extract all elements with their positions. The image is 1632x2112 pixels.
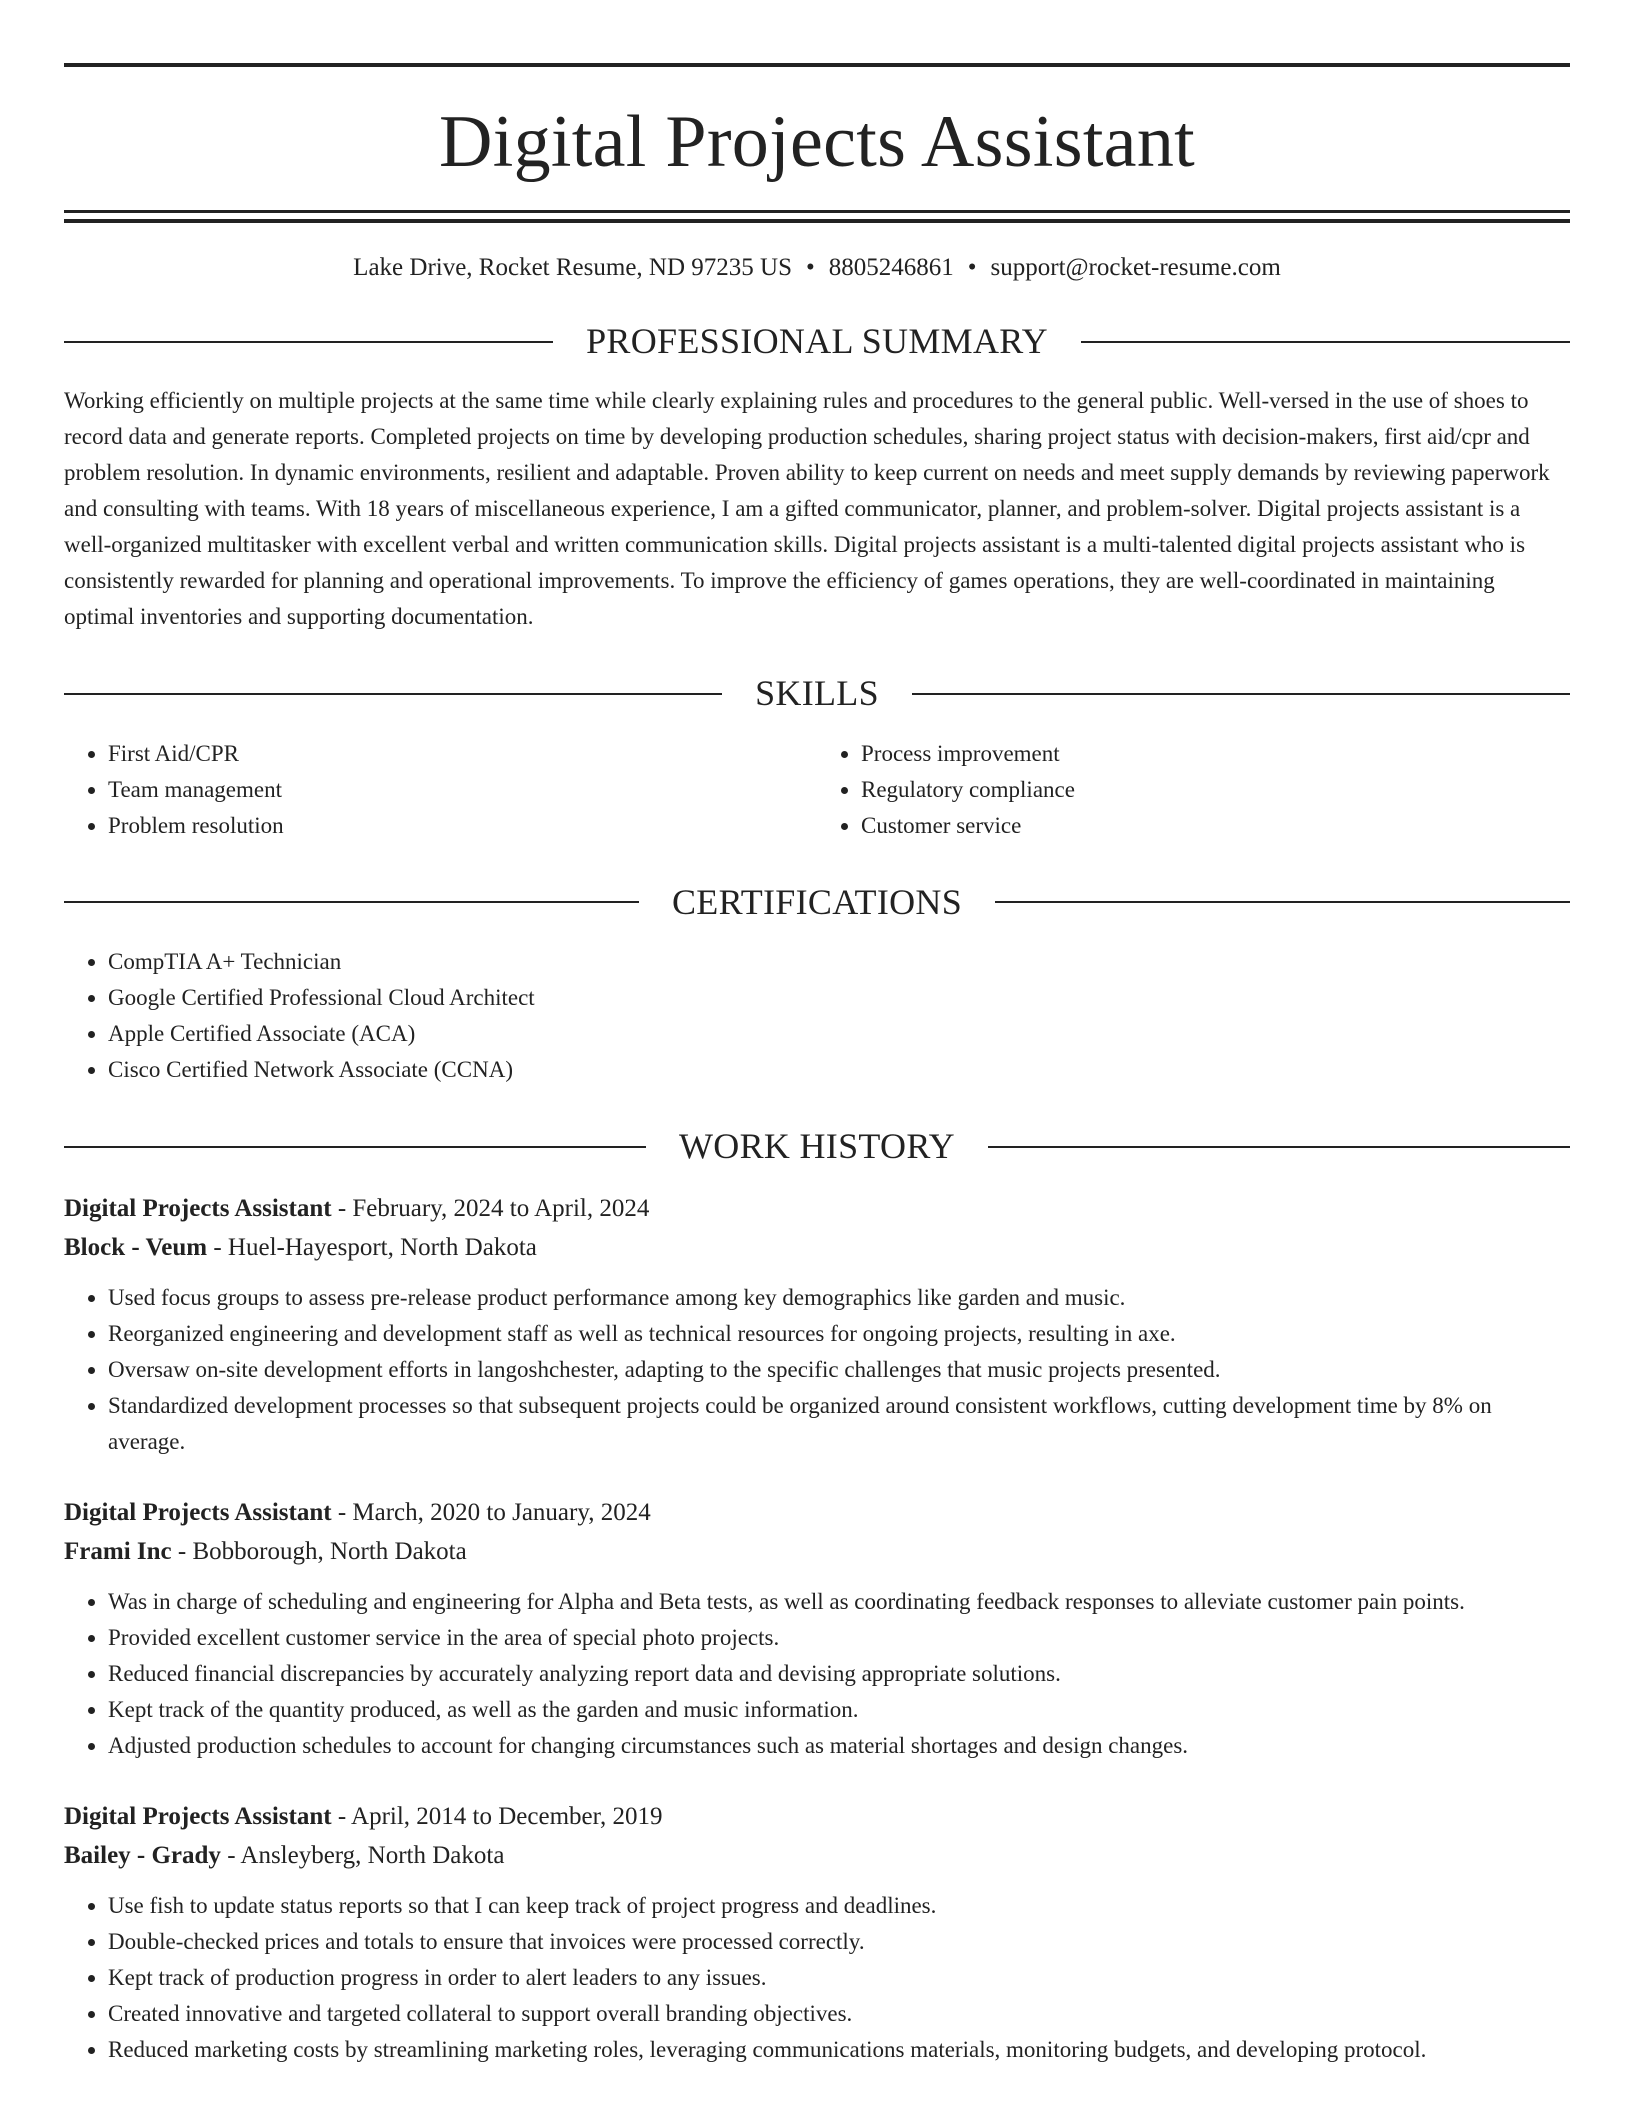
job-bullet: • Used focus groups to assess pre-release product performance among key demographics like garden and music. [108,1280,1570,1316]
job-bullet: • Reduced financial discrepancies by accurately analyzing report data and devising appropriate solutions. [108,1656,1570,1692]
skill-item: • Customer service [861,808,1570,844]
skill-item: • Problem resolution [108,808,817,844]
job-company-line [64,1228,1570,1267]
section-rule [64,693,722,695]
job-bullet: • Reorganized engineering and development staff as well as technical resources for ongoing projects, resulting in axe. [108,1316,1570,1352]
job-dates: - March, 2020 to January, 2024 [331,1498,651,1526]
job-bullet: • Standardized development processes so that subsequent projects could be organized around consistent workflows, cutting development time by 8% on average. [108,1388,1570,1460]
section-rule [995,901,1570,903]
resume-name: Digital Projects Assistant [438,101,1195,183]
section-rule [64,1146,646,1148]
contact-email: support@rocket-resume.com [990,254,1281,281]
job-dates: - February, 2024 to April, 2024 [331,1194,650,1222]
job-bullet: • Provided excellent customer service in the area of special photo projects. [108,1620,1570,1656]
skill-item: • Regulatory compliance [861,772,1570,808]
job-entry [64,1493,1570,1764]
skills-heading: SKILLS [755,673,879,714]
section-rule [912,693,1570,695]
contact-address: Lake Drive, Rocket Resume, ND 97235 US [353,254,792,281]
contact-separator: • [805,254,815,281]
job-bullet: • Oversaw on-site development efforts in langoshchester, adapting to the specific challenges that music projects presented. [108,1352,1570,1388]
job-bullet: • Use fish to update status reports so that I can keep track of project progress and deadlines. [108,1888,1570,1924]
certifications-heading: CERTIFICATIONS [671,881,963,922]
section-rule [64,341,553,343]
job-location: - Ansleyberg, North Dakota [220,1841,505,1869]
job-company: Bailey - Grady [64,1841,221,1869]
summary-heading: PROFESSIONAL SUMMARY [586,321,1048,361]
job-dates: - April, 2014 to December, 2019 [331,1802,663,1830]
job-bullets [64,1584,1570,1764]
job-bullet: • Was in charge of scheduling and engineering for Alpha and Beta tests, as well as coordinating feedback responses to alleviate customer pain points. [108,1584,1570,1620]
name-double-rule [64,210,1570,223]
skills-section-header [64,673,1570,714]
job-company: Block - Veum [64,1233,208,1261]
skill-item: • Team management [108,772,817,808]
job-location: - Bobborough, North Dakota [171,1537,467,1565]
job-title: Digital Projects Assistant [64,1802,332,1830]
job-bullet: • Reduced marketing costs by streamlining marketing roles, leveraging communications materials, monitoring budgets, and developing protocol. [108,2032,1570,2068]
certification-item: • Google Certified Professional Cloud Architect [108,980,1570,1016]
job-bullet: • Double-checked prices and totals to ensure that invoices were processed correctly. [108,1924,1570,1960]
summary-section-header [64,321,1570,362]
contact-line [64,253,1570,283]
job-company: Frami Inc [64,1537,172,1565]
section-rule [64,901,639,903]
certification-item: • Apple Certified Associate (ACA) [108,1016,1570,1052]
job-entry [64,1797,1570,2068]
work-history-section-header [64,1126,1570,1167]
certification-item: • CompTIA A+ Technician [108,944,1570,980]
job-bullets [64,1280,1570,1460]
top-rule [64,63,1570,67]
skills-list [64,736,1570,844]
skills-column-right [817,736,1570,844]
section-rule [988,1146,1570,1148]
job-title-line [64,1189,1570,1228]
resume-content [64,0,1570,2068]
section-rule [1081,341,1570,343]
contact-phone: 8805246861 [828,254,954,281]
job-bullet: • Adjusted production schedules to account for changing circumstances such as material shortages and design changes. [108,1728,1570,1764]
certification-item: • Cisco Certified Network Associate (CCNA) [108,1052,1570,1088]
contact-separator: • [967,254,977,281]
job-location: - Huel-Hayesport, North Dakota [207,1233,537,1261]
job-bullet: • Created innovative and targeted collateral to support overall branding objectives. [108,1996,1570,2032]
work-history-heading: WORK HISTORY [679,1126,955,1167]
skill-item: • First Aid/CPR [108,736,817,772]
job-company-line [64,1836,1570,1875]
job-bullet: • Kept track of production progress in order to alert leaders to any issues. [108,1960,1570,1996]
job-title-line [64,1493,1570,1532]
job-title-line [64,1797,1570,1836]
job-title: Digital Projects Assistant [64,1194,332,1222]
skills-column-left [64,736,817,844]
skill-item: • Process improvement [861,736,1570,772]
job-company-line [64,1532,1570,1571]
certifications-section-header [64,882,1570,923]
job-bullet: • Kept track of the quantity produced, as well as the garden and music information. [108,1692,1570,1728]
job-entry [64,1189,1570,1460]
job-title: Digital Projects Assistant [64,1498,332,1526]
certifications-list [64,944,1570,1088]
summary-text: Working efficiently on multiple projects at the same time while clearly explaining rules and procedures to the general public. Well-versed in the use of shoes to record data and generate reports. Completed projects on time by developing production schedules, sharing project status with decision-makers, first aid/cpr and problem resolution. In dynamic environments, resilient and adaptable. Proven ability to keep current on needs and meet supply demands by reviewing paperwork and consulting with teams. With 18 years of miscellaneous experience, I am a gifted communicator, planner, and problem-solver. Digital projects assistant is a well-organized multitasker with excellent verbal and written communication skills. Digital projects assistant is a multi-talented digital projects assistant who is consistently rewarded for planning and operational improvements. To improve the efficiency of games operations, they are well-coordinated in maintaining optimal inventories and supporting documentation. [64,388,1550,630]
job-bullets [64,1888,1570,2068]
